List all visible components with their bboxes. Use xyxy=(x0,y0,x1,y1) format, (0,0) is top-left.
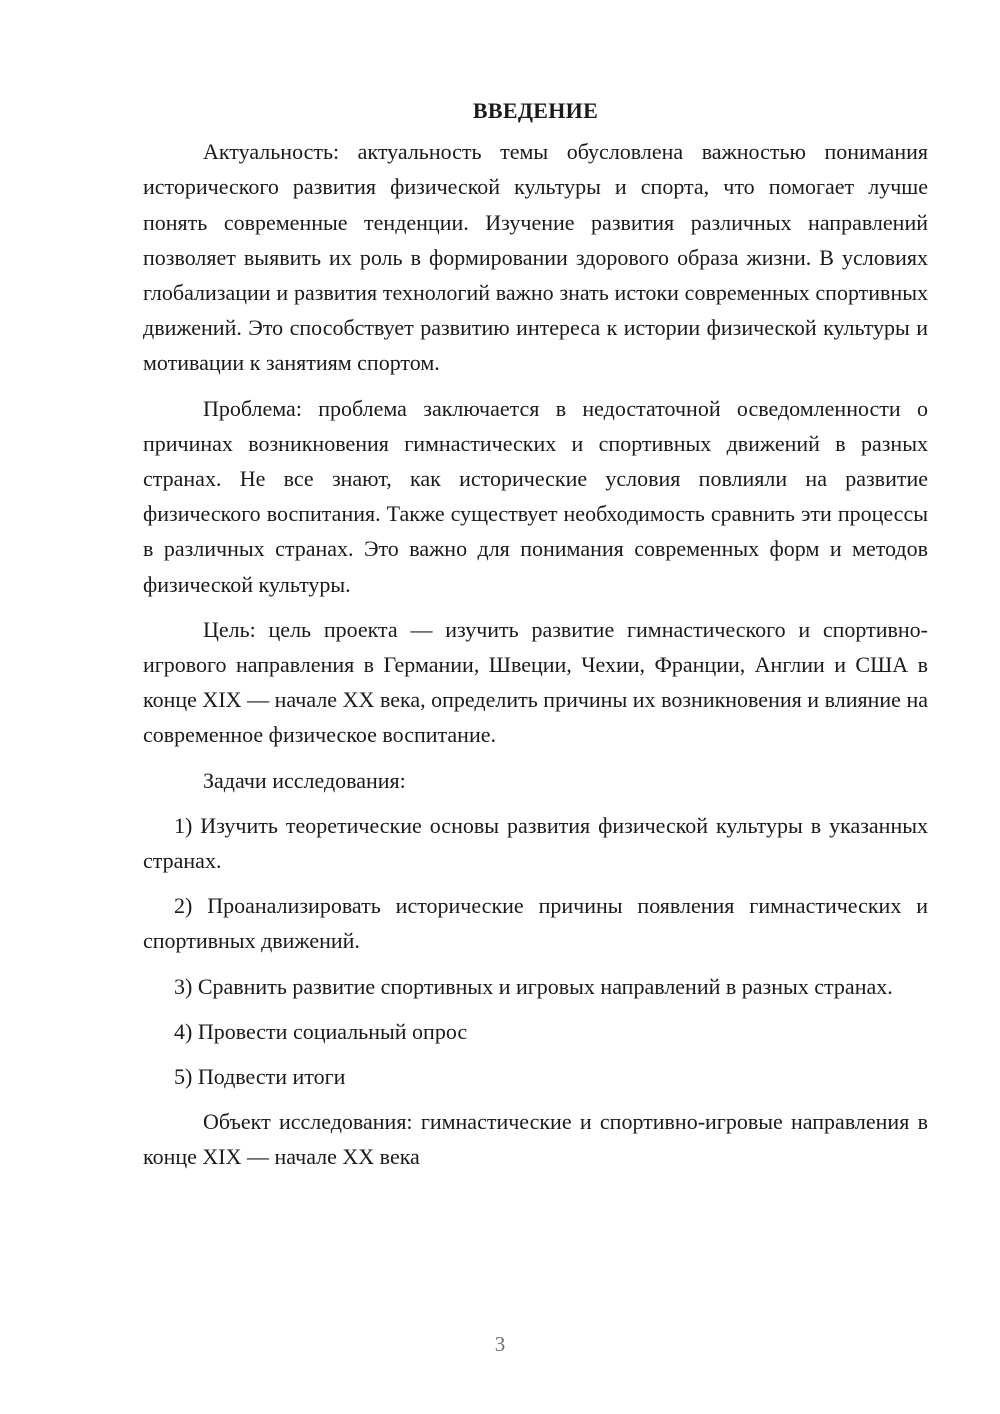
task-item: 3) Сравнить развитие спортивных и игровых направлений в разных странах. xyxy=(174,973,893,999)
tasks-heading: Задачи исследования: xyxy=(203,767,406,793)
task-item: 2) Проанализировать исторические причины появления гимнастических и спортивных движений. xyxy=(143,893,928,954)
page-content xyxy=(143,93,928,1185)
problem-paragraph: Проблема: проблема заключается в недостаточной осведомленности о причинах возникновения гимнастических и спортивных движений в разных странах. Не все знают, как исторические условия повлияли на развитие физического воспитания. Также существует необходимость сравнить эти процессы в различных странах. Это важно для понимания современных форм и методов физической культуры. xyxy=(143,395,928,597)
task-item: 1) Изучить теоретические основы развития физической культуры в указанных странах. xyxy=(143,812,928,874)
relevance-paragraph: Актуальность: актуальность темы обусловлена важностью понимания исторического развития физической культуры и спорта, что помогает лучше понять современные тенденции. Изучение развития различных направлений позволяет выявить их роль в формировании здорового образа жизни. В условиях глобализации и развития технологий важно знать истоки современных спортивных движений. Это способствует развитию интереса к истории физической культуры и мотивации к занятиям спортом. xyxy=(143,139,928,376)
task-item: 5) Подвести итоги xyxy=(174,1064,346,1090)
goal-paragraph: Цель: цель проекта — изучить развитие гимнастического и спортивно-игрового направления в Германии, Швеции, Чехии, Франции, Англии и США в конце XIX — начале XX века, определить причины их возникновения и влияние на современное физическое воспитание. xyxy=(143,616,928,748)
task-item: 4) Провести социальный опрос xyxy=(174,1018,468,1044)
section-title: ВВЕДЕНИЕ xyxy=(472,98,599,123)
object-paragraph: Объект исследования: гимнастические и спортивно-игровые направления в конце XIX — начале XX века xyxy=(143,1109,928,1170)
tasks-list xyxy=(143,808,928,1094)
page-number: 3 xyxy=(494,1332,506,1356)
